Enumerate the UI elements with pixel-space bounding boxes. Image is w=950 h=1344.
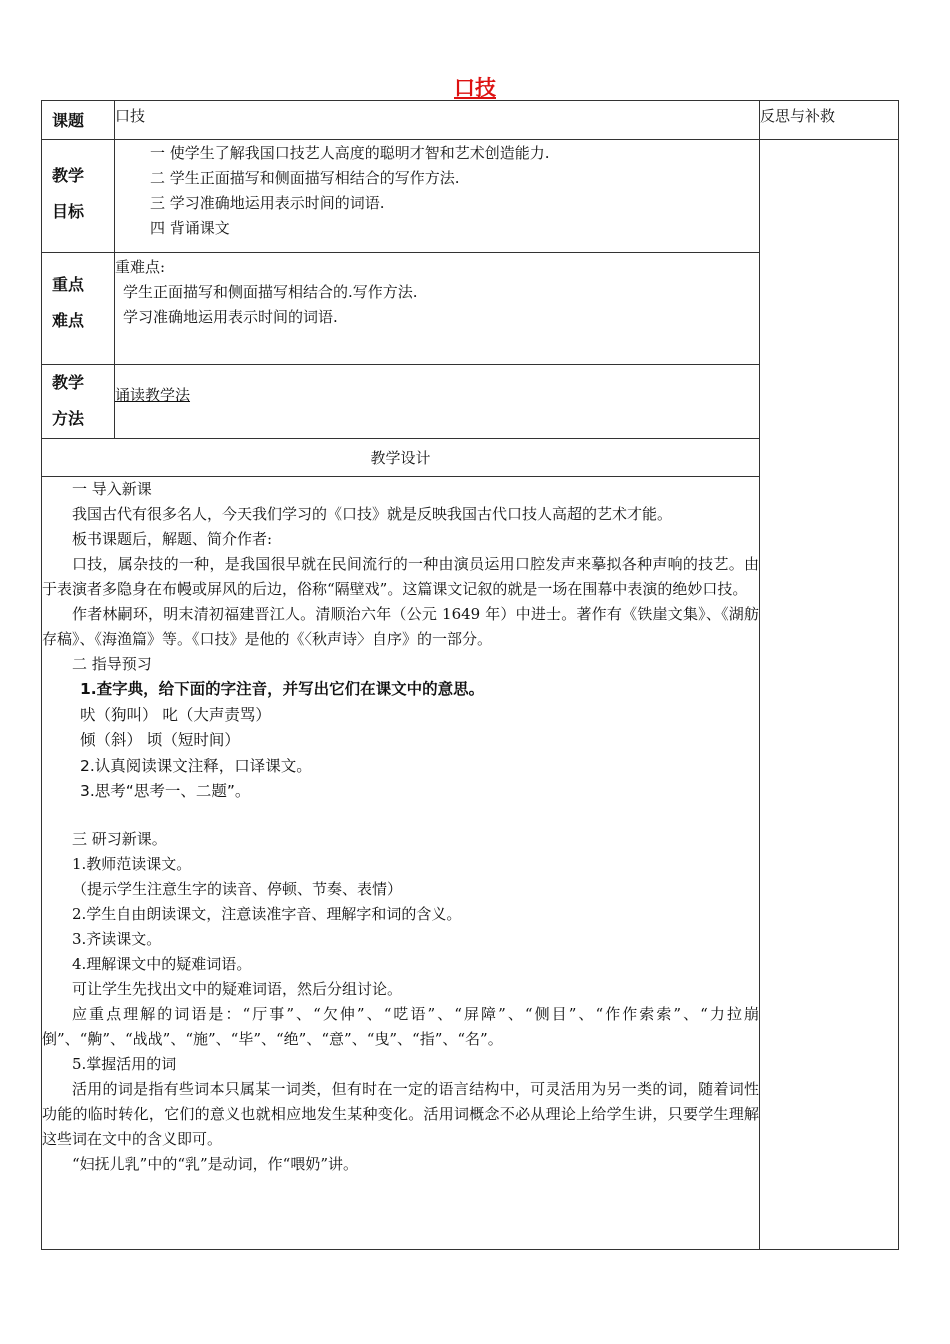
paragraph: 2.学生自由朗读课文，注意读准字音、理解字和词的含义。: [72, 904, 462, 923]
objective-item: 三 学习准确地运用表示时间的词语.: [150, 194, 385, 212]
topic-label: 课题: [42, 101, 115, 140]
preview-item: 3.思考“思考一、二题”。: [80, 782, 251, 800]
paragraph: 3.齐读课文。: [72, 929, 162, 948]
preview-item: 2.认真阅读课文注释，口译课文。: [80, 756, 312, 775]
paragraph: 应重点理解的词语是：“厅事”、“欠伸”、“呓语”、“屏障”、“侧目”、“作作索索”、“力拉崩倒”、“齁”、“战战”、“施”、“毕”、“绝”、“意”、“曳”、“指”、“名”。: [42, 1004, 759, 1048]
key-point-item: 学生正面描写和侧面描写相结合的.写作方法.: [123, 283, 418, 301]
spacer: [42, 805, 759, 827]
preview-block: [42, 677, 759, 805]
section-title: 一 导入新课: [72, 480, 152, 498]
key-points-content: [115, 253, 760, 365]
method-label: [42, 365, 115, 439]
objectives-row: [42, 140, 899, 253]
objective-item: 四 背诵课文: [150, 219, 230, 237]
paragraph: 我国古代有很多名人，今天我们学习的《口技》就是反映我国古代口技人高超的艺术才能。: [72, 505, 673, 523]
paragraph: 4.理解课文中的疑难词语。: [72, 954, 252, 973]
paragraph: “妇抚儿乳”中的“乳”是动词，作“喂奶”讲。: [72, 1154, 359, 1173]
design-content: [42, 477, 760, 1250]
method-label-line-1: 教学: [52, 373, 85, 392]
method-content: [115, 365, 760, 439]
paragraph: 1.教师范读课文。: [72, 854, 192, 873]
section-title: 二 指导预习: [72, 655, 152, 673]
page-title: 口技: [454, 76, 496, 100]
paragraph: （提示学生注意生字的读音、停顿、节奏、表情）: [72, 879, 403, 898]
topic-row: [42, 101, 899, 140]
paragraph: 作者林嗣环，明末清初福建晋江人。清顺治六年（公元 1649 年）中进士。著作有《铁崖文集》、《湖舫存稿》、《海渔篇》等。《口技》是他的《〈秋声诗〉自序》的一部分。: [42, 605, 759, 648]
design-heading: 教学设计: [42, 439, 760, 477]
paragraph: 板书课题后，解题、简介作者:: [72, 530, 273, 548]
paragraph: 活用的词是指有些词本只属某一词类，但有时在一定的语言结构中，可灵活用为另一类的词，随着词性功能的临时转化，它们的意义也就相应地发生某种变化。活用词概念不必从理论上给学生讲，只要学生理解这些词在文中的含义即可。: [42, 1079, 759, 1148]
paragraph: 可让学生先找出文中的疑难词语，然后分组讨论。: [72, 979, 403, 998]
paragraph: 口技，属杂技的一种，是我国很早就在民间流行的一种由演员运用口腔发声来摹拟各种声响的技艺。由于表演者多隐身在布幔或屏风的后边，俗称“隔壁戏”。这篇课文记叙的就是一场在围幕中表演的绝妙口技。: [42, 555, 759, 598]
section-title: 三 研习新课。: [72, 829, 167, 848]
objective-item: 一 使学生了解我国口技艺人高度的聪明才智和艺术创造能力.: [150, 144, 550, 162]
lesson-plan-table: [41, 100, 899, 1250]
key-points-label: [42, 253, 115, 365]
key-points-label-line-2: 难点: [52, 311, 85, 330]
key-points-label-line-1: 重点: [52, 275, 85, 294]
preview-item: 吠（狗叫） 叱（大声责骂）: [80, 705, 271, 724]
objectives-label-line-1: 教学: [52, 166, 85, 185]
objective-item: 二 学生正面描写和侧面描写相结合的写作方法.: [150, 169, 460, 187]
reflection-cell: [760, 140, 899, 1250]
preview-item: 1.查字典，给下面的字注音，并写出它们在课文中的意思。: [80, 680, 485, 698]
key-points-heading: 重难点:: [115, 258, 166, 276]
preview-item: 倾（斜） 顷（短时间）: [80, 731, 240, 749]
paragraph: 5.掌握活用的词: [72, 1054, 177, 1073]
objectives-label-line-2: 目标: [52, 202, 85, 221]
objectives-content: [115, 140, 760, 253]
topic-value: 口技: [115, 101, 760, 140]
method-label-line-2: 方法: [52, 409, 85, 428]
objectives-label: [42, 140, 115, 253]
method-value: 诵读教学法: [115, 386, 191, 404]
key-point-item: 学习准确地运用表示时间的词语.: [123, 308, 338, 326]
reflection-label: 反思与补救: [760, 101, 899, 140]
